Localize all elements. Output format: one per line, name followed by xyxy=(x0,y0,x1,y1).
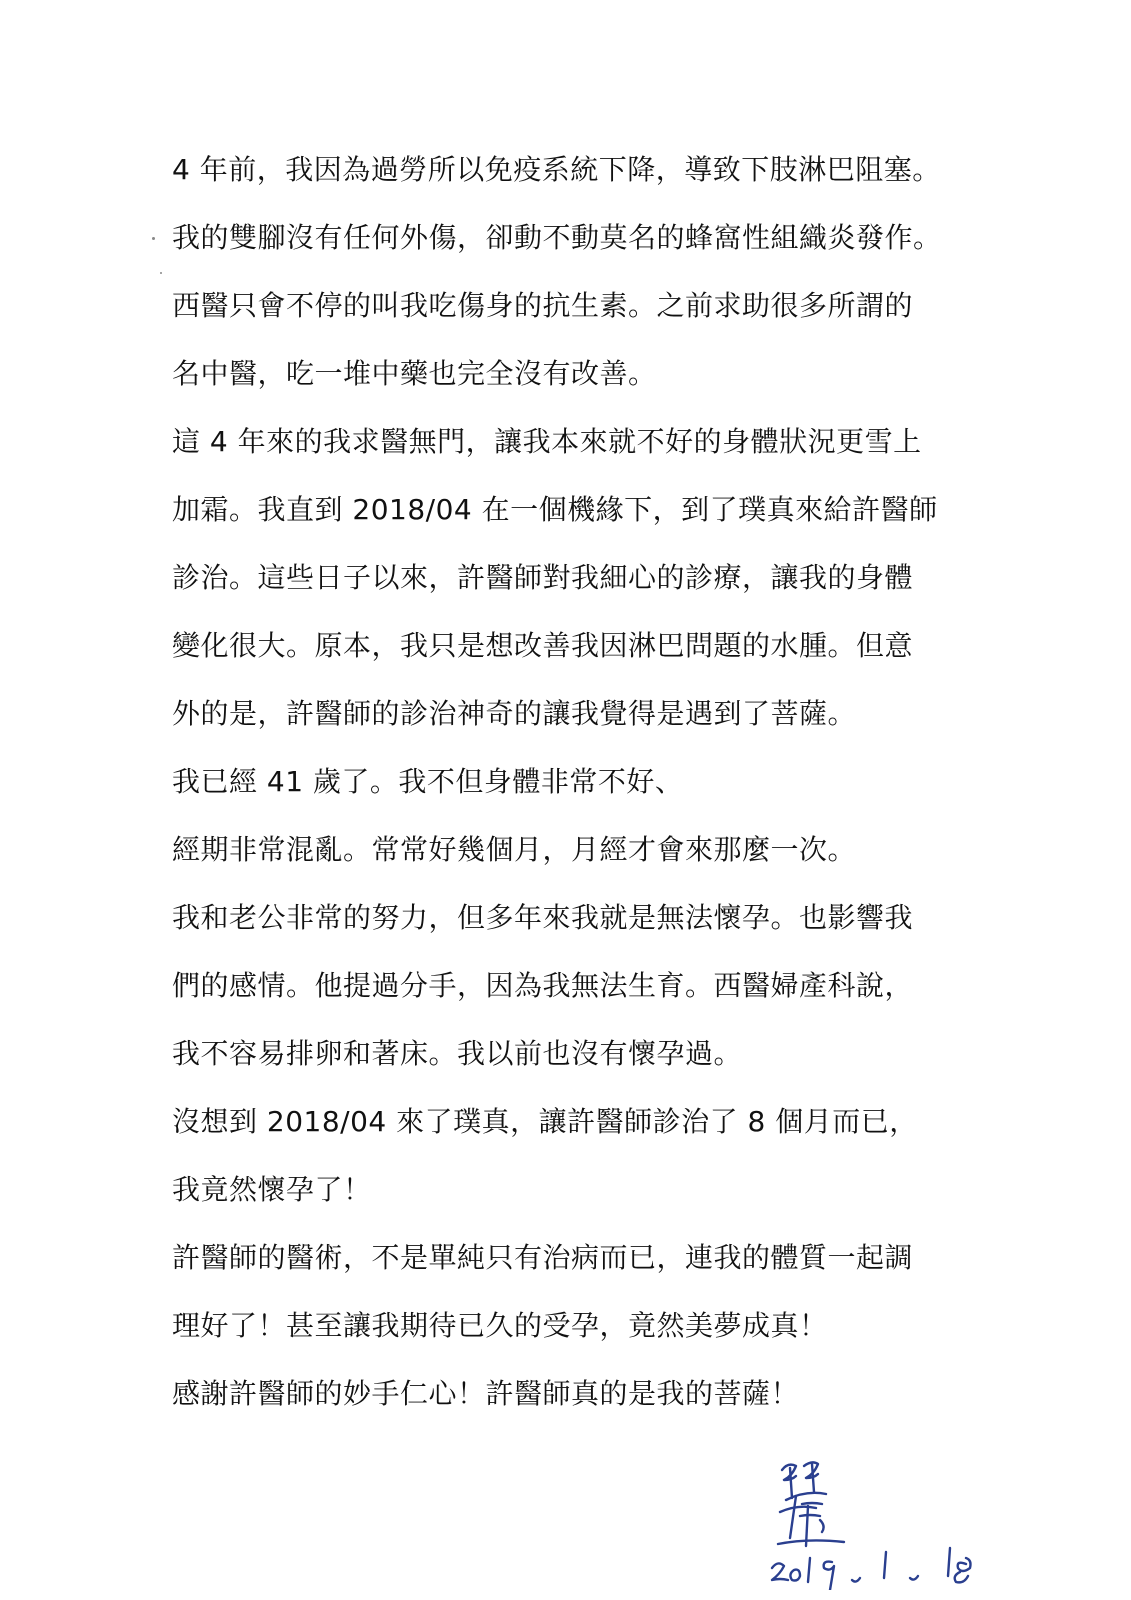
letter-line: 們的感情。他提過分手，因為我無法生育。西醫婦產科說， xyxy=(172,969,914,1002)
signature-stroke xyxy=(802,1503,822,1504)
handwritten-signature xyxy=(760,1440,1020,1590)
signature-stroke xyxy=(852,1578,860,1582)
letter-line: 理好了！甚至讓我期待已久的受孕，竟然美夢成真！ xyxy=(172,1309,828,1342)
letter-line: 變化很大。原本，我只是想改善我因淋巴問題的水腫。但意 xyxy=(172,629,914,662)
letter-line: 這 4 年來的我求醫無門，讓我本來就不好的身體狀況更雪上 xyxy=(172,425,922,458)
letter-line: 我的雙腳沒有任何外傷，卻動不動莫名的蜂窩性組織炎發作。 xyxy=(172,221,942,254)
letter-body xyxy=(172,148,972,1440)
signature-stroke xyxy=(782,1465,796,1480)
letter-line: 4 年前，我因為過勞所以免疫系統下降，導致下肢淋巴阻塞。 xyxy=(172,153,941,186)
letter-line: 加霜。我直到 2018/04 在一個機緣下，到了璞真來給許醫師 xyxy=(172,493,938,526)
signature-stroke xyxy=(955,1572,968,1582)
signature-stroke xyxy=(824,1562,834,1590)
signature-stroke xyxy=(910,1576,918,1580)
signature-stroke xyxy=(780,1507,816,1512)
signature-stroke xyxy=(958,1558,971,1571)
signature-stroke xyxy=(772,1563,788,1580)
signature-stroke xyxy=(790,1496,796,1538)
signature-stroke xyxy=(812,1464,814,1492)
scan-speck xyxy=(152,237,155,240)
letter-line: 我不容易排卵和著床。我以前也沒有懷孕過。 xyxy=(172,1037,743,1070)
signature-stroke xyxy=(790,1570,800,1581)
letter-line: 診治。這些日子以來，許醫師對我細心的診療，讓我的身體 xyxy=(172,561,914,594)
letter-line: 沒想到 2018/04 來了璞真，讓許醫師診治了 8 個月而已， xyxy=(172,1105,918,1138)
letter-line: 感謝許醫師的妙手仁心！許醫師真的是我的菩薩！ xyxy=(172,1377,800,1410)
signature-drawing xyxy=(760,1440,1020,1590)
signature-stroke xyxy=(820,1520,824,1532)
letter-line: 外的是，許醫師的診治神奇的讓我覺得是遇到了菩薩。 xyxy=(172,697,857,730)
letter-line: 許醫師的醫術，不是單純只有治病而已，連我的體質一起調 xyxy=(172,1241,914,1274)
scan-speck xyxy=(160,272,162,274)
letter-line: 西醫只會不停的叫我吃傷身的抗生素。之前求助很多所謂的 xyxy=(172,289,914,322)
letter-line: 我竟然懷孕了！ xyxy=(172,1173,372,1206)
signature-stroke xyxy=(948,1548,950,1576)
signature-stroke xyxy=(808,1558,810,1582)
signature-stroke xyxy=(800,1515,820,1516)
letter-line: 名中醫，吃一堆中藥也完全沒有改善。 xyxy=(172,357,657,390)
letter-line: 經期非常混亂。常常好幾個月，月經才會來那麼一次。 xyxy=(172,833,857,866)
letter-line: 我已經 41 歲了。我不但身體非常不好、 xyxy=(172,765,684,798)
letter-line: 我和老公非常的努力，但多年來我就是無法懷孕。也影響我 xyxy=(172,901,914,934)
signature-stroke xyxy=(884,1552,886,1578)
signature-stroke xyxy=(778,1540,844,1544)
